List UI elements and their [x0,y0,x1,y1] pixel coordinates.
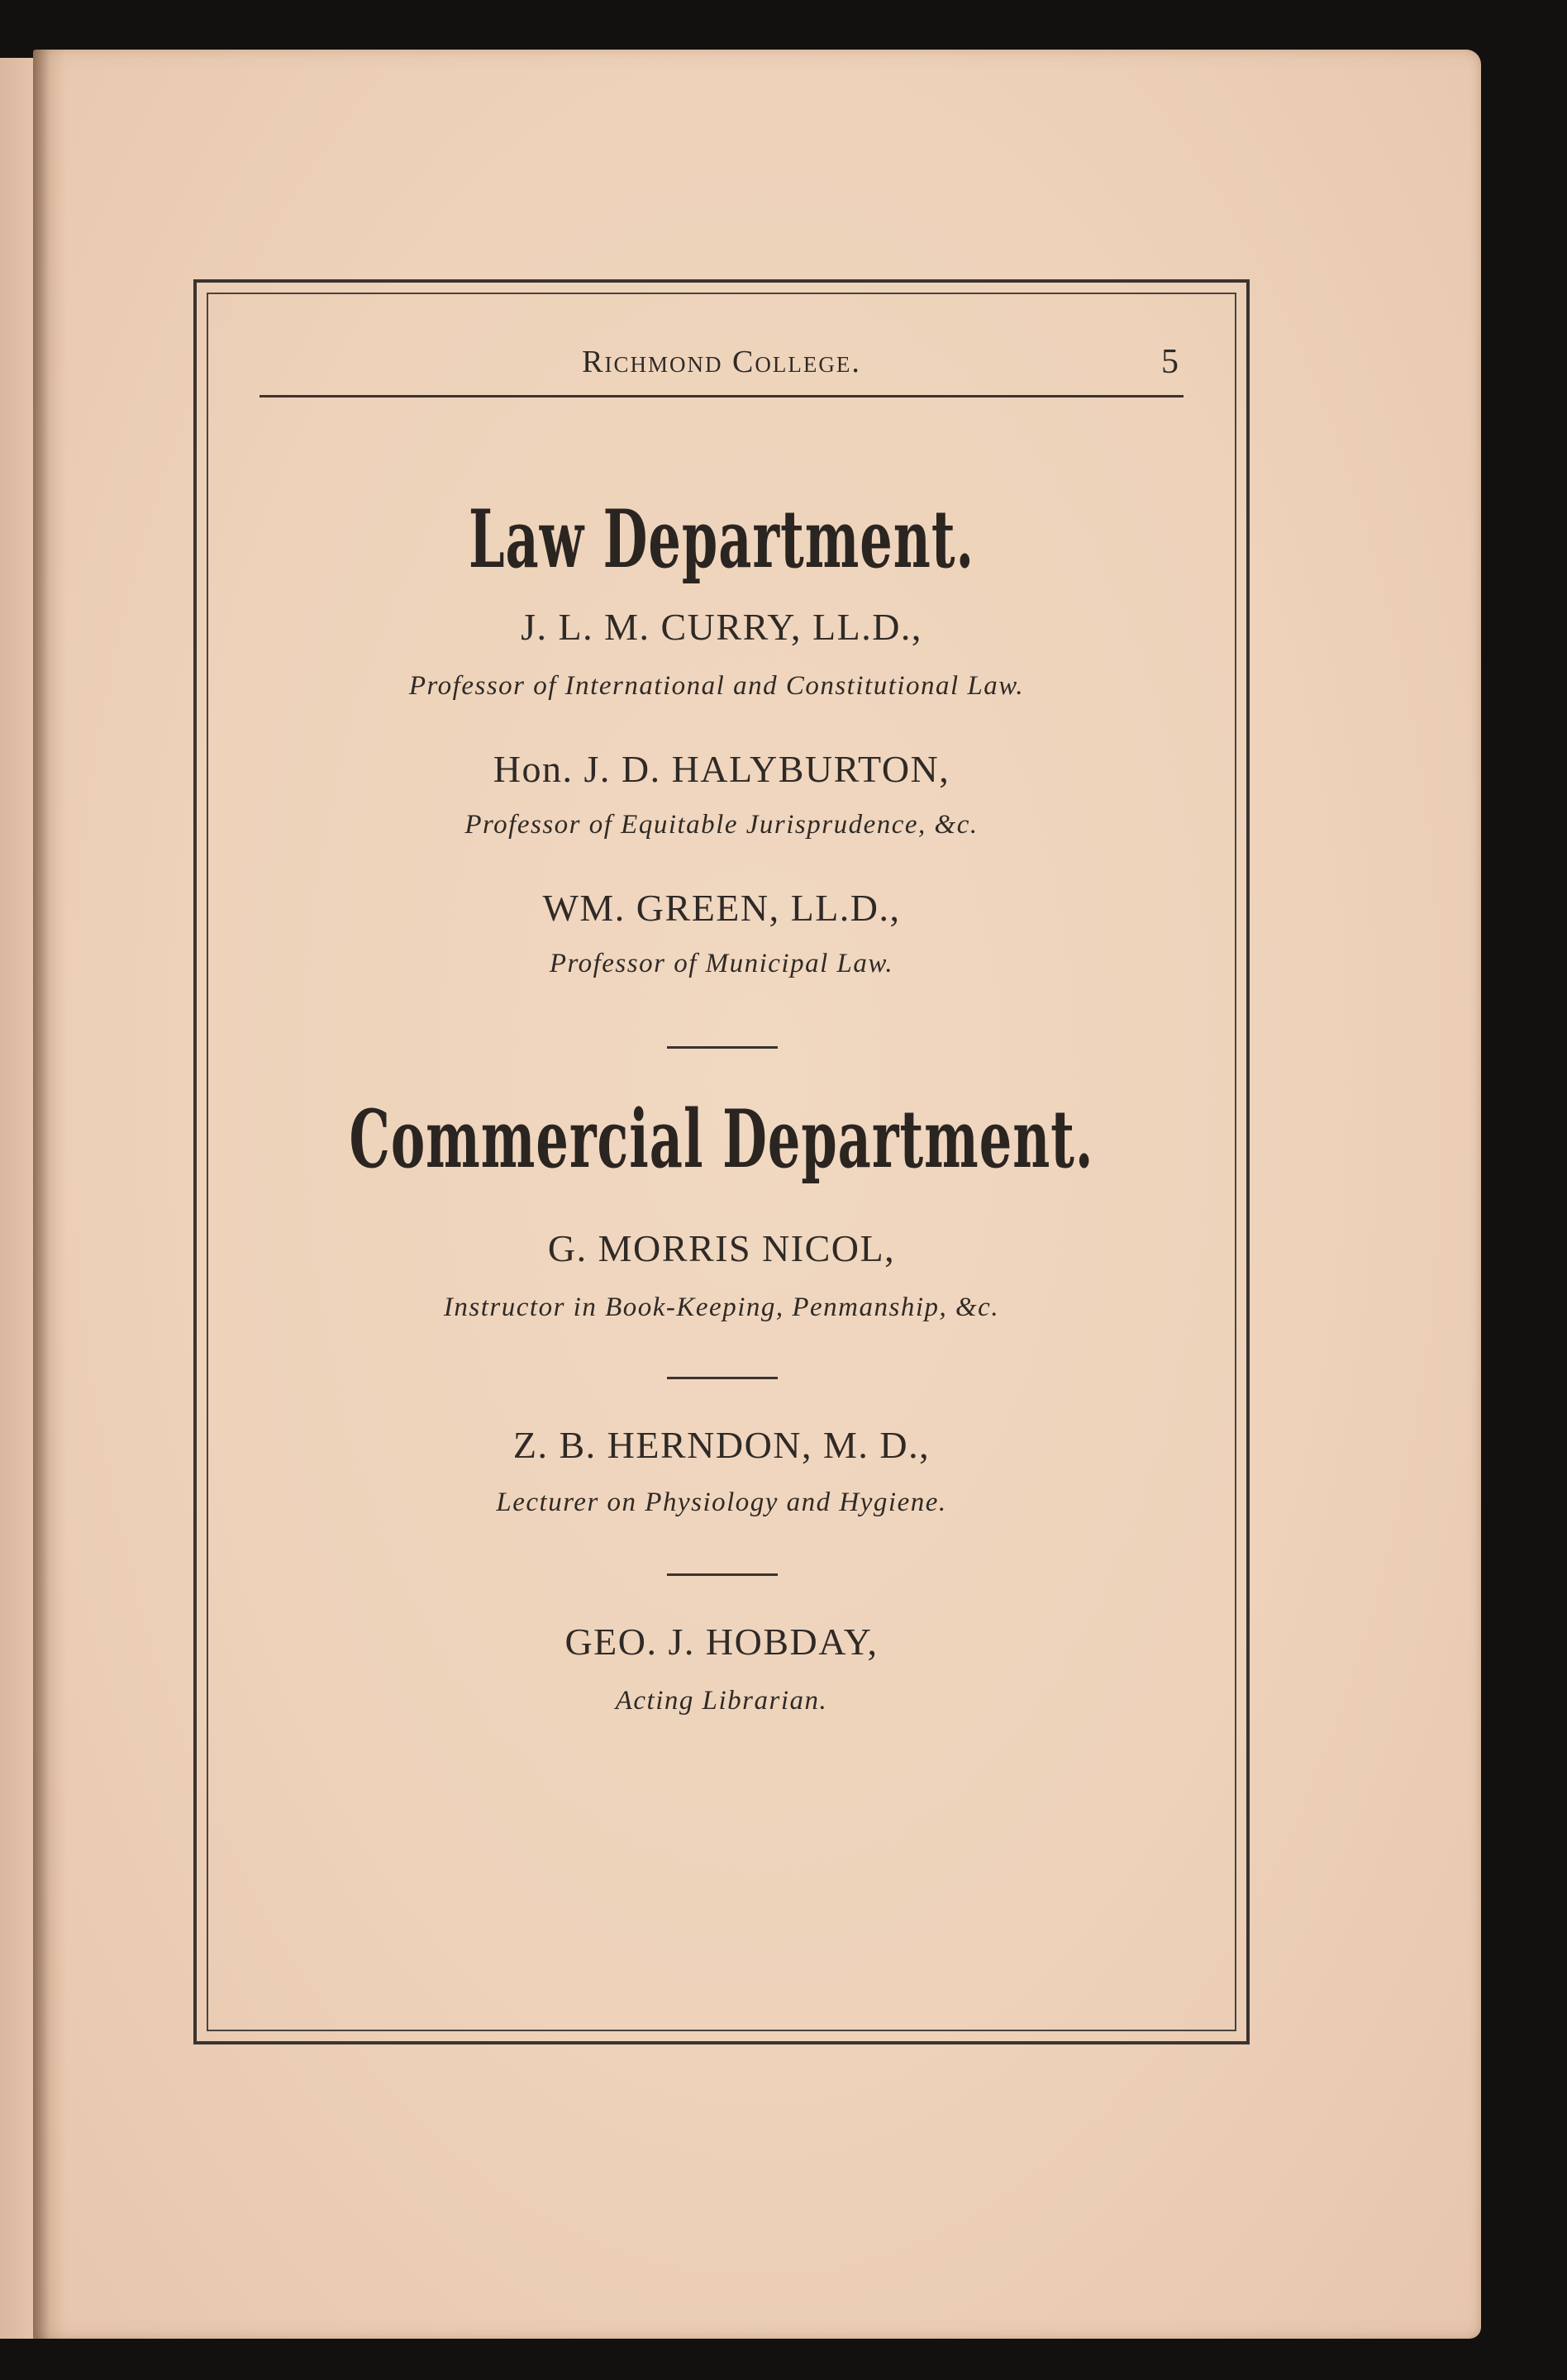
header-rule [260,395,1184,397]
page-gutter [33,50,66,2339]
faculty-role: Acting Librarian. [615,1686,828,1716]
section-divider [667,1377,778,1379]
faculty-role: Lecturer on Physiology and Hygiene. [496,1488,947,1517]
faculty-role: Professor of International and Constitutional Law. [408,671,1025,701]
faculty-name: J. L. M. CURRY, LL.D., [521,606,922,648]
faculty-name: WM. GREEN, LL.D., [542,887,901,929]
commercial-department-heading: Commercial Department. [349,1092,1094,1187]
running-title: Richmond College. [582,345,861,379]
faculty-name: Hon. J. D. HALYBURTON, [493,748,950,790]
faculty-name: GEO. J. HOBDAY, [564,1621,879,1663]
faculty-role: Instructor in Book-Keeping, Penmanship, &c. [443,1292,1000,1322]
faculty-role: Professor of Municipal Law. [549,949,894,978]
faculty-role: Professor of Equitable Jurisprudence, &c. [464,810,979,840]
running-head [260,321,1184,395]
section-divider [667,1573,778,1576]
faculty-name: G. MORRIS NICOL, [547,1227,896,1269]
page-number: 5 [1161,343,1179,381]
page-content [207,293,1236,2031]
law-department-heading: Law Department. [468,492,975,587]
faculty-name: Z. B. HERNDON, M. D., [512,1424,931,1466]
section-divider [667,1046,778,1049]
